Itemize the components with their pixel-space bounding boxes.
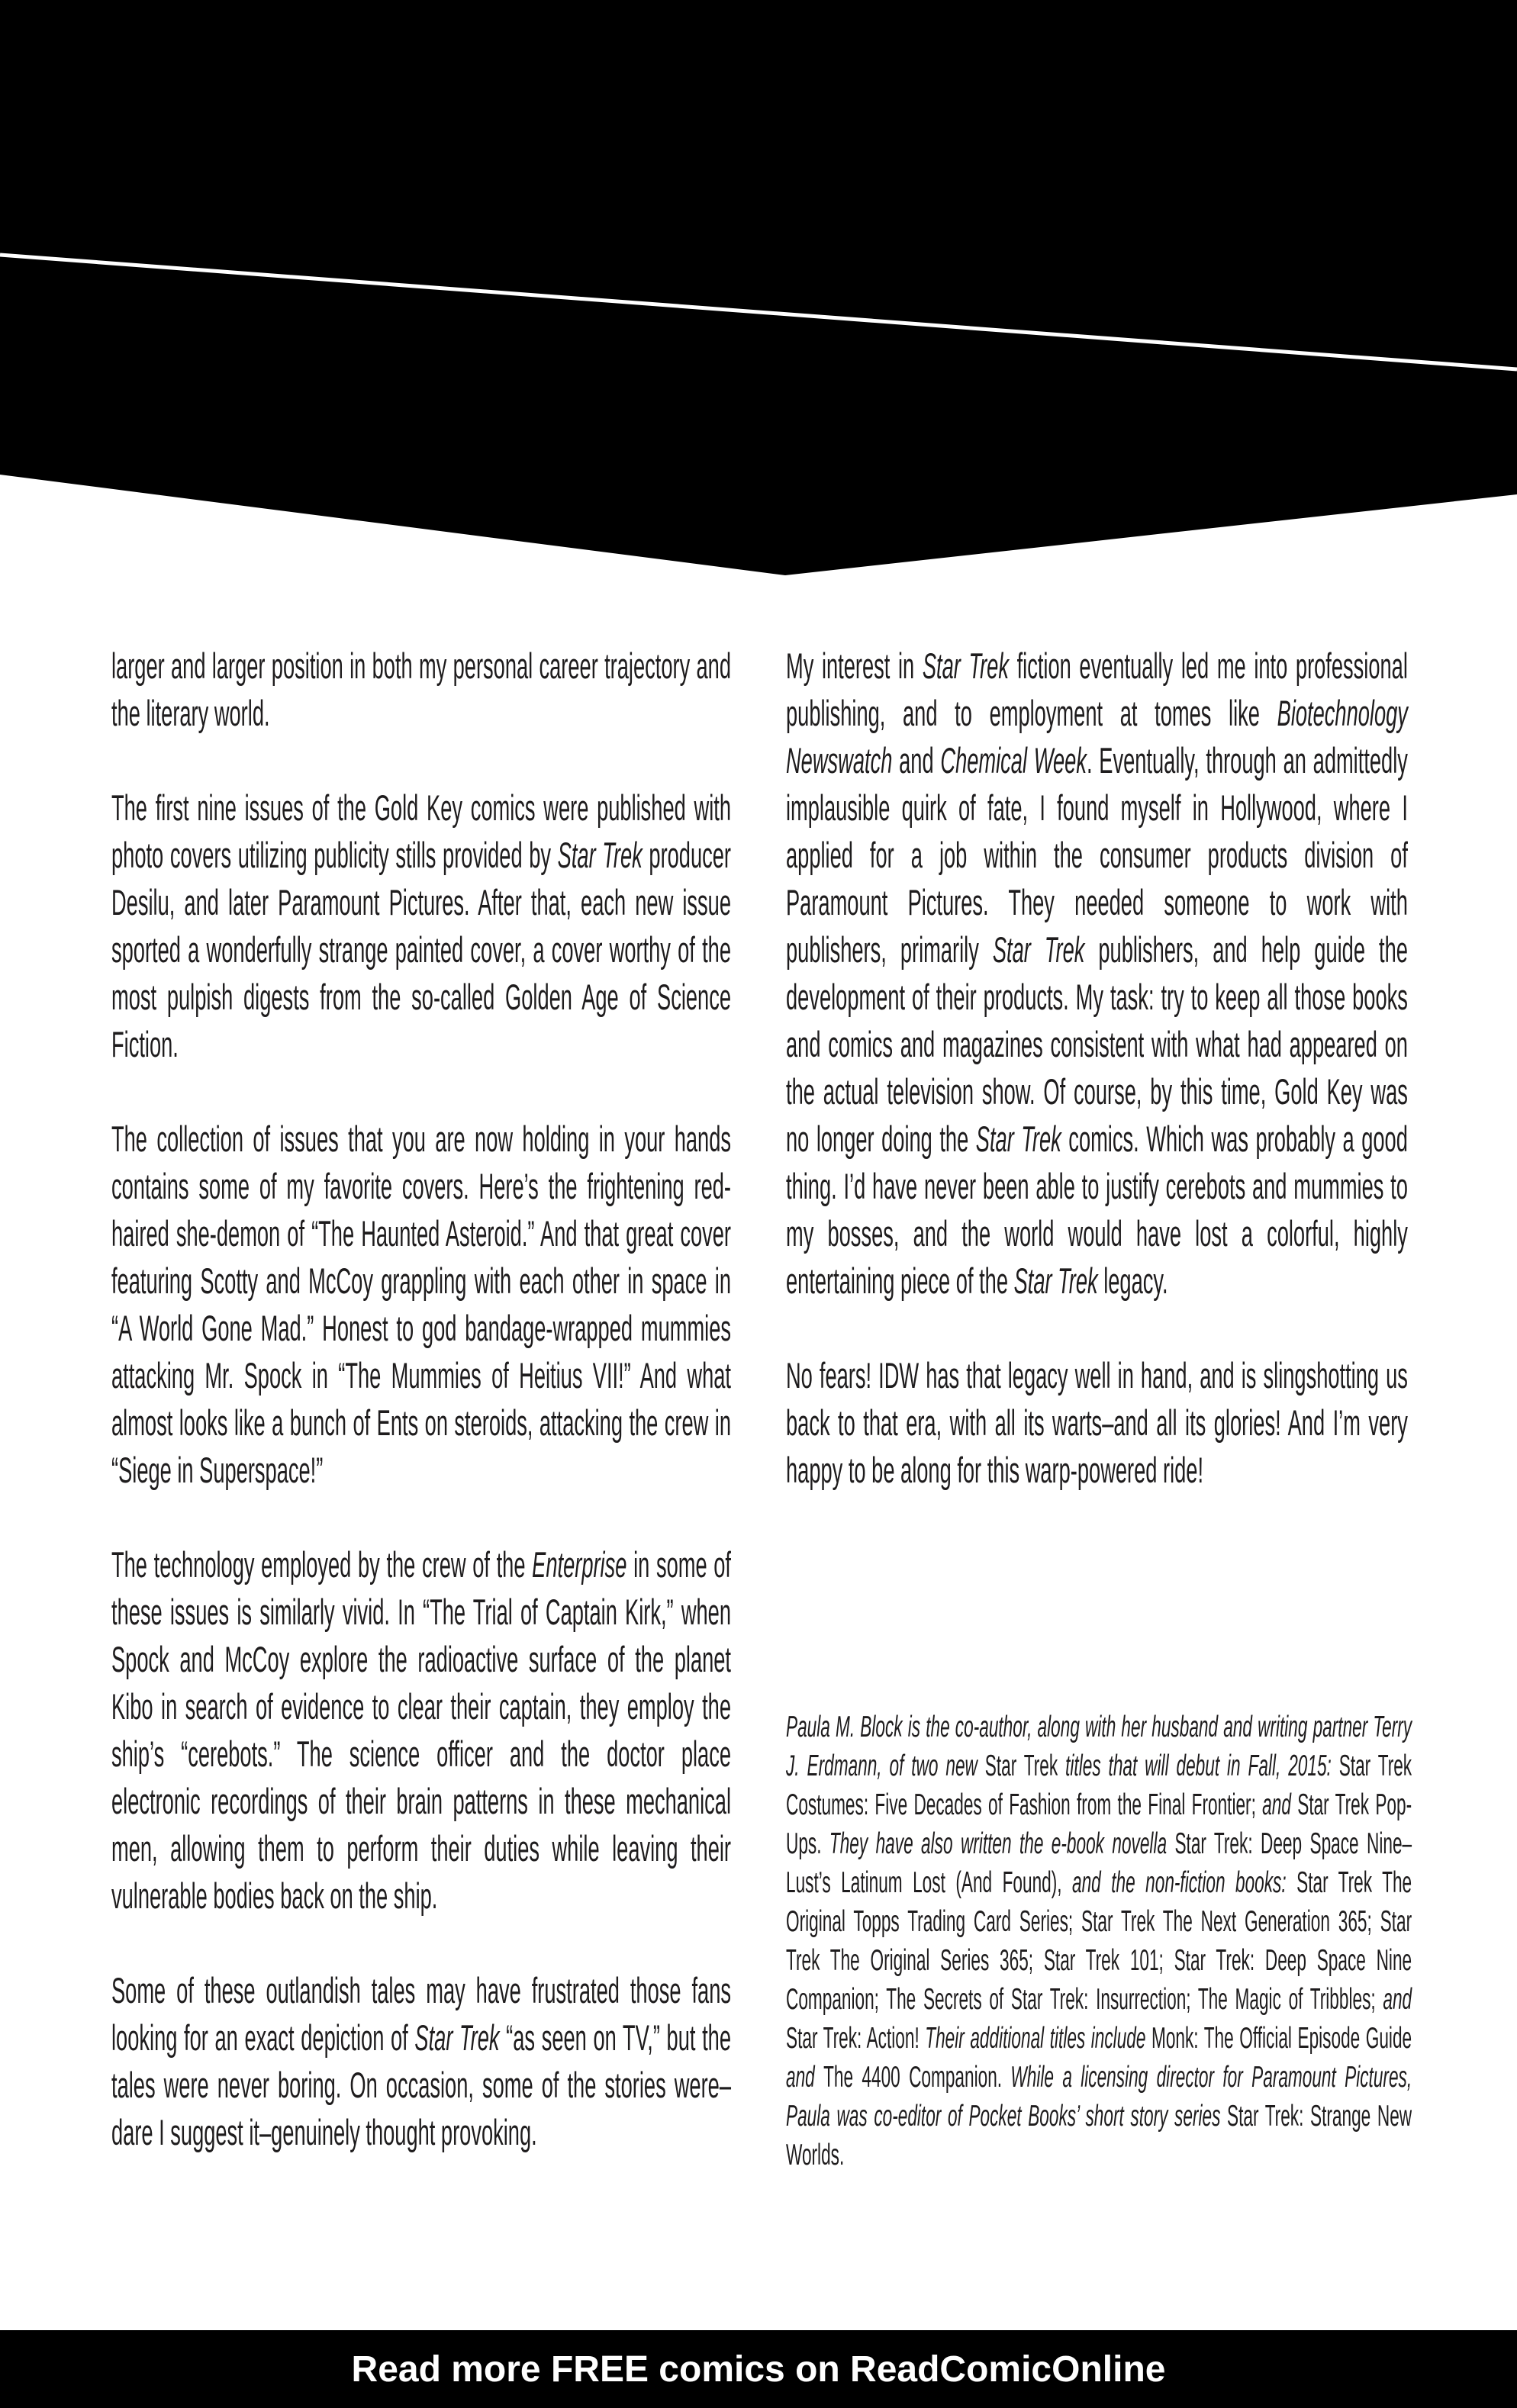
black-banner-shape xyxy=(0,0,1517,575)
footer-link[interactable]: Read more FREE comics on ReadComicOnline xyxy=(351,2348,1166,2390)
header-art xyxy=(0,0,1517,595)
paragraph: The first nine issues of the Gold Key comics were published with photo covers utilizing publicity stills provided by Star Trek producer Desilu, and later Paramount Pictures. After that, each new issue sported a wonderfully strange painted cover, a cover worthy of the most pulpish digests from the so-called Golden Age of Science Fiction. xyxy=(111,787,731,1064)
footer-bar xyxy=(0,2330,1517,2408)
paragraph: The collection of issues that you are now holding in your hands contains some of my favorite covers. Here’s the frightening red-haired she-demon of “The Haunted Asteroid.” And that great cover featuring Scotty and McCoy grappling with each other in space in “A World Gone Mad.” Honest to god bandage-wrapped mummies attacking Mr. Spock in “The Mummies of Heitius VII!” And what almost looks like a bunch of Ents on steroids, attacking the crew in “Siege in Superspace!” xyxy=(111,1119,731,1490)
left-text-column xyxy=(111,642,731,2204)
paragraph: Some of these outlandish tales may have frustrated those fans looking for an exact depiction of Star Trek “as seen on TV,” but the tales were never boring. On occasion, some of the stories were–dare I suggest it–genuinely thought provoking. xyxy=(111,1970,731,2152)
paragraph: No fears! IDW has that legacy well in hand, and is slingshotting us back to that era, with all its warts–and all its glories! And I’m very happy to be along for this warp-powered ride! xyxy=(786,1355,1408,1490)
paragraph: The technology employed by the crew of the Enterprise in some of these issues is similarly vivid. In “The Trial of Captain Kirk,” when Spock and McCoy explore the radioactive surface of the planet Kibo in search of evidence to clear their captain, they employ the ship’s “cerebots.” The science officer and the doctor place electronic recordings of their brain patterns in these mechanical men, allowing them to perform their duties while leaving their vulnerable bodies back on the ship. xyxy=(111,1544,731,1916)
right-text-column xyxy=(786,642,1408,1541)
paragraph: larger and larger position in both my personal career trajectory and the literary world. xyxy=(111,645,731,733)
paragraph: My interest in Star Trek fiction eventually led me into professional publishing, and to employment at tomes like Biotechnology Newswatch and Chemical Week. Eventually, through an admittedly implausible quirk of fate, I found myself in Hollywood, where I applied for a job within the consumer products division of Paramount Pictures. They needed someone to work with publishers, primarily Star Trek publishers, and help guide the development of their products. My task: try to keep all those books and comics and magazines consistent with what had appeared on the actual television show. Of course, by this time, Gold Key was no longer doing the Star Trek comics. Which was probably a good thing. I’d have never been able to justify cerebots and mummies to my bosses, and the world would have lost a colorful, highly entertaining piece of the Star Trek legacy. xyxy=(786,645,1408,1301)
paragraph: Paula M. Block is the co-author, along with her husband and writing partner Terry J. Erdmann, of two new Star Trek titles that will debut in Fall, 2015: Star Trek Costumes: Five Decades of Fashion from the Final Frontier; and Star Trek Pop-Ups. They have also written the e-book novella Star Trek: Deep Space Nine–Lust’s Latinum Lost (And Found), and the non-fiction books: Star Trek The Original Topps Trading Card Series; Star Trek The Next Generation 365; Star Trek The Original Series 365; Star Trek 101; Star Trek: Deep Space Nine Companion; The Secrets of Star Trek: Insurrection; The Magic of Tribbles; and Star Trek: Action! Their additional titles include Monk: The Official Episode Guide and The 4400 Companion. While a licensing director for Paramount Pictures, Paula was co-editor of Pocket Books’ short story series Star Trek: Strange New Worlds. xyxy=(786,1711,1412,2171)
author-bio xyxy=(786,1708,1412,2175)
